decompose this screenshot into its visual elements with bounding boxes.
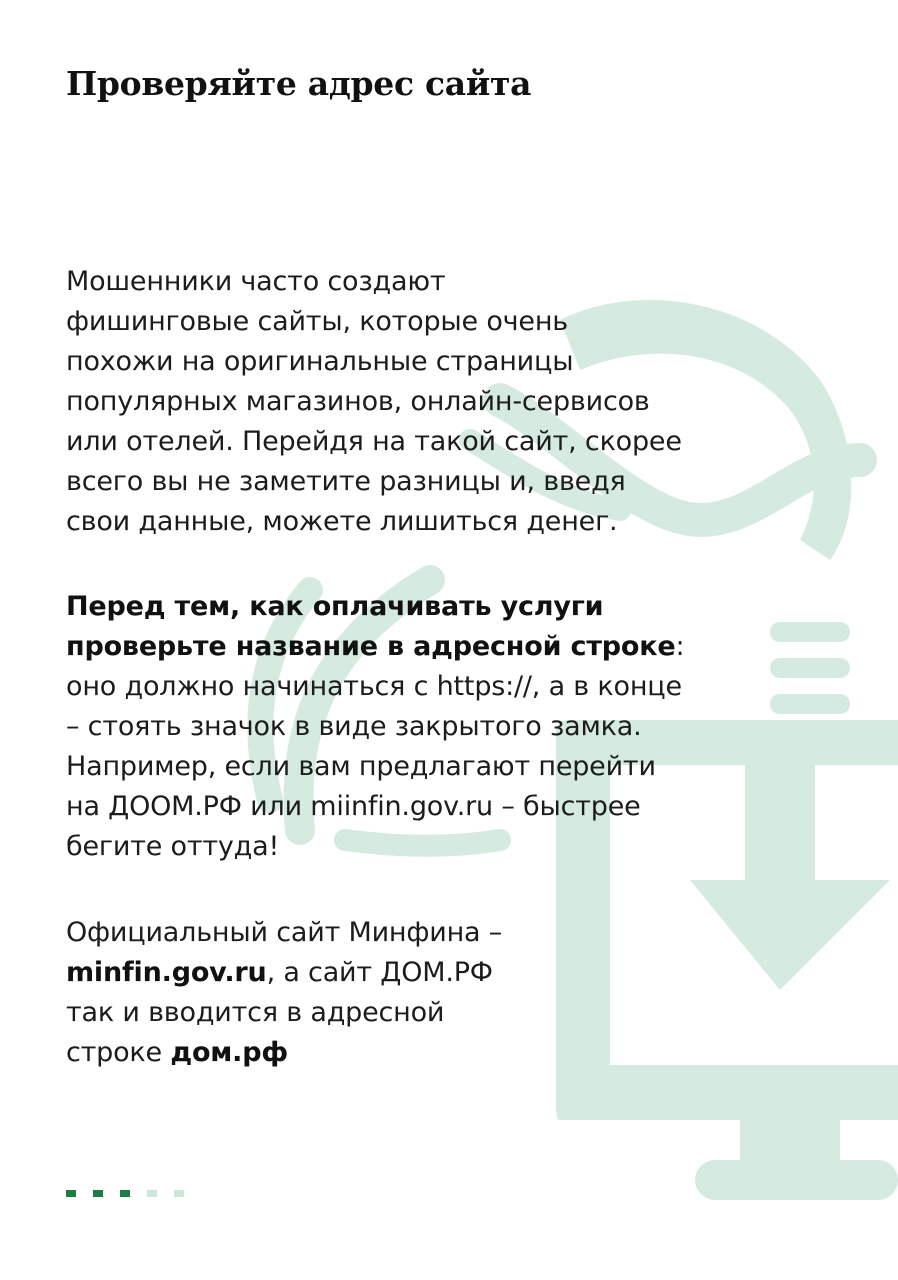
text-line: оно должно начинаться с https://, а в конце <box>66 671 682 702</box>
paragraph-check-address <box>66 587 684 867</box>
pagination-dot <box>120 1190 130 1197</box>
text-line <box>66 953 502 993</box>
paragraph-official-sites <box>66 913 502 1073</box>
pagination-indicator <box>66 1190 184 1197</box>
text-line: Мошенники часто создают <box>66 266 446 297</box>
text-line: всего вы не заметите разницы и, введя <box>66 466 626 497</box>
text-line: свои данные, можете лишиться денег. <box>66 506 618 537</box>
text-line: Официальный сайт Минфина – <box>66 917 503 948</box>
text-line <box>66 587 684 627</box>
bold-text: дом.рф <box>170 1037 288 1068</box>
text-line <box>66 627 684 667</box>
text-fragment: строке <box>66 1037 171 1068</box>
pagination-dot <box>93 1190 103 1197</box>
bold-text: проверьте название в адресной строке <box>66 631 676 662</box>
page-title: Проверяйте адрес сайта <box>66 64 532 103</box>
pagination-dot <box>174 1190 184 1197</box>
pagination-dot <box>66 1190 76 1197</box>
text-fragment: : <box>675 631 685 662</box>
text-line: фишинговые сайты, которые очень <box>66 306 568 337</box>
text-line: похожи на оригинальные страницы <box>66 346 574 377</box>
paragraph-phishing-intro <box>66 262 682 542</box>
text-line <box>66 1033 502 1073</box>
text-line: Например, если вам предлагают перейти <box>66 751 656 782</box>
text-fragment: , а сайт ДОМ.РФ <box>266 957 493 988</box>
text-line: на ДООМ.РФ или miinfin.gov.ru – быстрее <box>66 791 641 822</box>
pagination-dot <box>147 1190 157 1197</box>
text-line: или отелей. Перейдя на такой сайт, скорее <box>66 426 682 457</box>
text-line: так и вводится в адресной <box>66 997 445 1028</box>
text-line: бегите оттуда! <box>66 831 280 862</box>
text-line: популярных магазинов, онлайн-сервисов <box>66 386 650 417</box>
bold-text: Перед тем, как оплачивать услуги <box>66 591 604 622</box>
bold-text: minfin.gov.ru <box>66 957 267 988</box>
text-line: – стоять значок в виде закрытого замка. <box>66 711 642 742</box>
